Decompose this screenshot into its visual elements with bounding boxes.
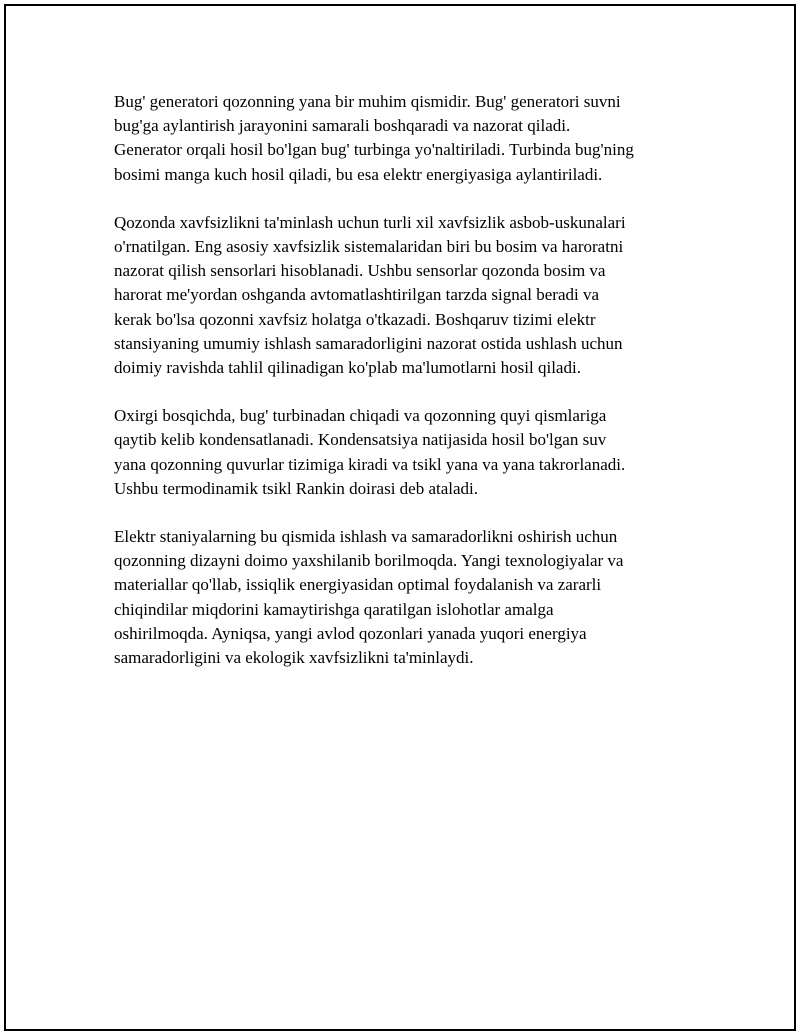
text-line: o'rnatilgan. Eng asosiy xavfsizlik sistemalaridan biri bu bosim va haroratni — [114, 237, 624, 257]
text-line: materiallar qo'llab, issiqlik energiyasidan optimal foydalanish va zararli — [114, 575, 602, 595]
paragraph-2 — [114, 211, 684, 380]
text-line: Ushbu termodinamik tsikl Rankin doirasi deb ataladi. — [114, 478, 479, 498]
text-line: bosimi manga kuch hosil qiladi, bu esa elektr energiyasiga aylantiriladi. — [114, 164, 603, 184]
text-line: chiqindilar miqdorini kamaytirishga qaratilgan islohotlar amalga — [114, 599, 554, 619]
text-line: qozonning dizayni doimo yaxshilanib borilmoqda. Yangi texnologiyalar va — [114, 551, 624, 571]
paragraph-1 — [114, 90, 684, 187]
text-line: kerak bo'lsa qozonni xavfsiz holatga o'tkazadi. Boshqaruv tizimi elektr — [114, 309, 596, 329]
text-line: doimiy ravishda tahlil qilinadigan ko'plab ma'lumotlarni hosil qiladi. — [114, 358, 581, 378]
text-line: Generator orqali hosil bo'lgan bug' turbinga yo'naltiriladi. Turbinda bug'ning — [114, 140, 634, 160]
text-line: Qozonda xavfsizlikni ta'minlash uchun turli xil xavfsizlik asbob-uskunalari — [114, 212, 626, 232]
text-line: oshirilmoqda. Ayniqsa, yangi avlod qozonlari yanada yuqori energiya — [114, 623, 587, 643]
text-line: yana qozonning quvurlar tizimiga kiradi va tsikl yana va yana takrorlanadi. — [114, 454, 626, 474]
text-line: Bug' generatori qozonning yana bir muhim qismidir. Bug' generatori suvni — [114, 92, 621, 111]
paragraph-3 — [114, 404, 684, 501]
text-line: bug'ga aylantirish jarayonini samarali boshqaradi va nazorat qiladi. — [114, 116, 571, 136]
text-line: harorat me'yordan oshganda avtomatlashtirilgan tarzda signal beradi va — [114, 285, 600, 305]
paragraph-4 — [114, 525, 684, 670]
text-line: Oxirgi bosqichda, bug' turbinadan chiqadi va qozonning quyi qismlariga — [114, 406, 607, 426]
text-line: Elektr staniyalarning bu qismida ishlash va samaradorlikni oshirish uchun — [114, 527, 618, 547]
text-line: samaradorligini va ekologik xavfsizlikni ta'minlaydi. — [114, 648, 474, 668]
document-body — [114, 90, 684, 694]
text-line: nazorat qilish sensorlari hisoblanadi. Ushbu sensorlar qozonda bosim va — [114, 261, 606, 281]
text-line: stansiyaning umumiy ishlash samaradorligini nazorat ostida ushlash uchun — [114, 333, 623, 353]
text-line: qaytib kelib kondensatlanadi. Kondensatsiya natijasida hosil bo'lgan suv — [114, 430, 607, 450]
